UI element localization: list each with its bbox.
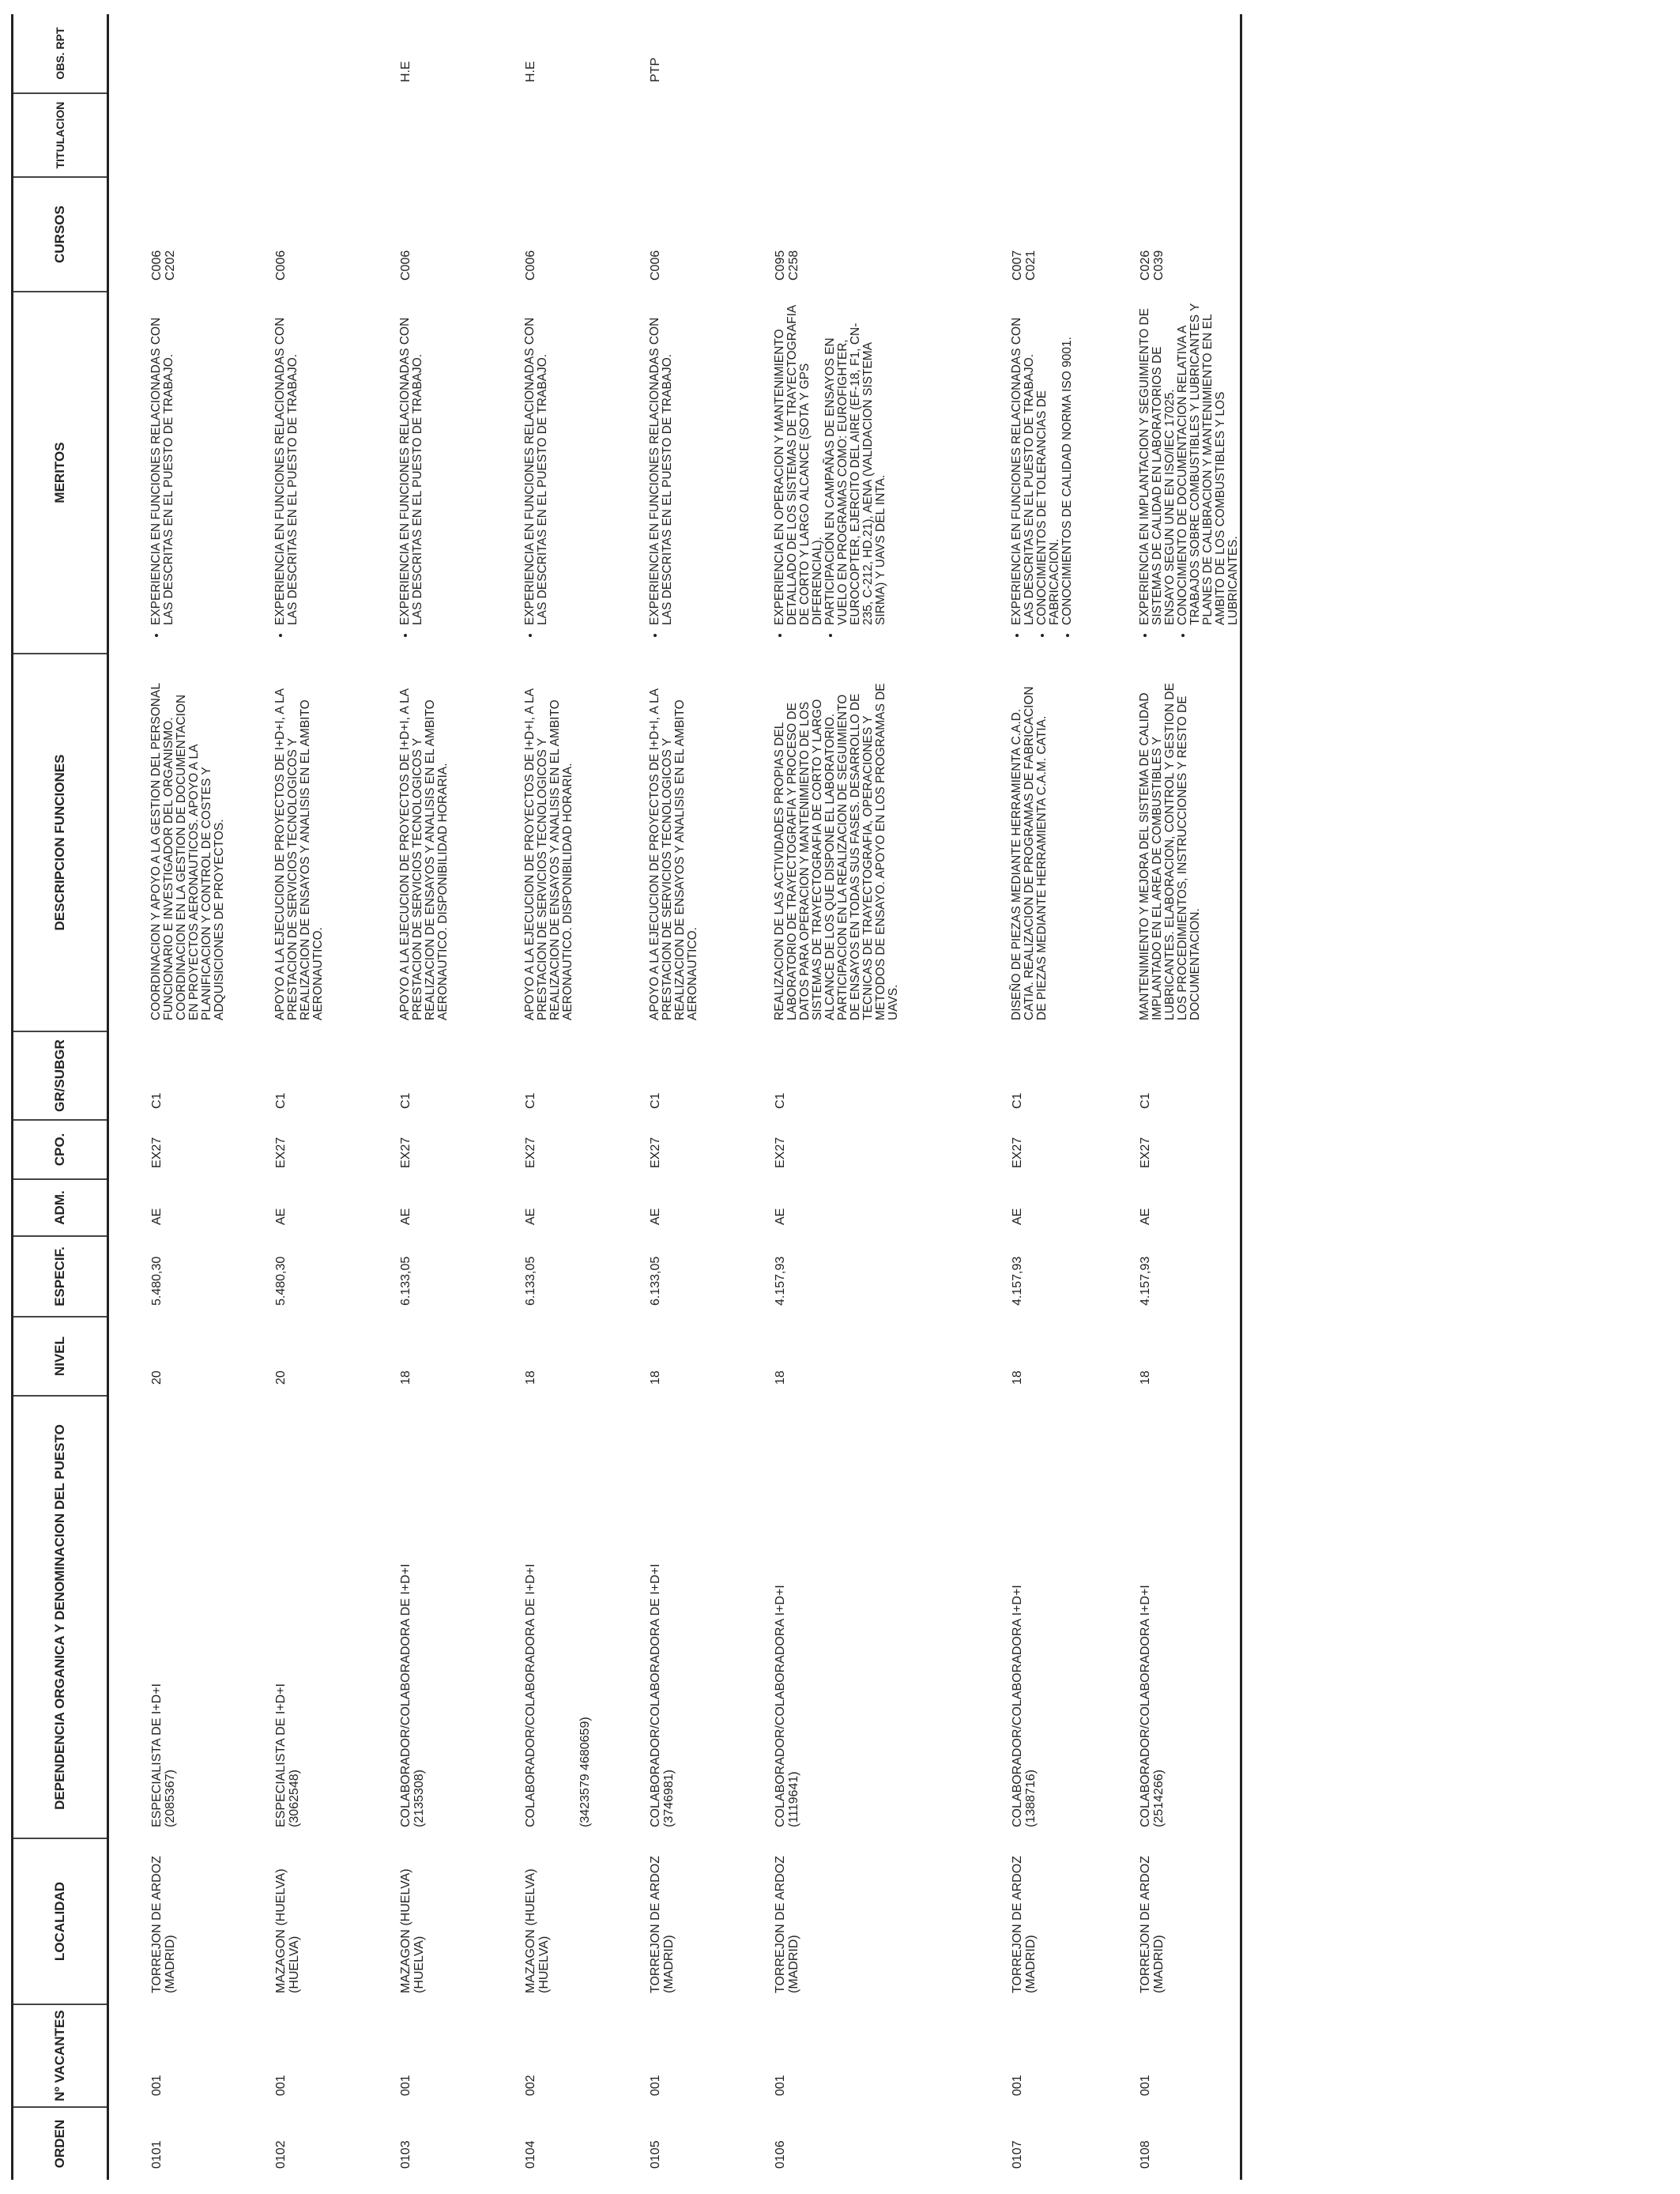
- cell-vacantes: 001: [150, 2075, 164, 2096]
- cell-especif: 4.157,93: [1010, 1256, 1024, 1306]
- cell-obs: [233, 14, 358, 93]
- cell-orden: 0102: [273, 2140, 288, 2169]
- puesto-title: COLABORADOR/COLABORADORA DE I+D+I: [648, 1563, 662, 1827]
- cell-cpo: EX27: [648, 1137, 662, 1168]
- cell-adm: AE: [150, 1208, 164, 1225]
- cell-localidad: MAZAGON (HUELVA) (HUELVA): [523, 1868, 551, 1993]
- cell-titulacion: [358, 93, 483, 177]
- cell-localidad: TORREJON DE ARDOZ (MADRID): [150, 1856, 177, 1993]
- curso-code: C026: [1138, 250, 1152, 281]
- cell-cursos: [733, 177, 970, 292]
- header-nivel: NIVEL: [13, 1317, 108, 1396]
- meritos-list: [150, 303, 175, 643]
- meritos-list: [1011, 303, 1074, 643]
- curso-code: C006: [648, 250, 662, 281]
- cell-especif: 4.157,93: [1098, 1236, 1241, 1317]
- cell-obs: [970, 14, 1098, 93]
- cell-cpo: EX27: [523, 1137, 537, 1168]
- cell-nivel: 18: [773, 1370, 787, 1385]
- curso-code: C006: [398, 250, 412, 281]
- cell-cursos: [1098, 177, 1241, 292]
- cell-titulacion: [608, 93, 733, 177]
- positions-table: [11, 14, 1242, 2180]
- puesto-code: (2514266): [1151, 1770, 1166, 1827]
- cell-localidad: TORREJON DE ARDOZ (MADRID): [1010, 1856, 1038, 1993]
- cell-especif: 5.480,30: [273, 1256, 288, 1306]
- cell-adm: AE: [398, 1208, 412, 1225]
- cell-orden: 0105: [648, 2140, 662, 2169]
- meritos-list: [274, 303, 299, 643]
- cell-orden: 0106: [773, 2140, 787, 2169]
- cell-especif: 6.133,05: [398, 1256, 412, 1306]
- header-meritos: MERITOS: [13, 292, 108, 654]
- header-titulacion: TITULACION: [13, 93, 108, 177]
- cell-meritos: [108, 292, 233, 654]
- curso-code: C202: [164, 250, 177, 281]
- header-vacantes: Nº VACANTES: [13, 2004, 108, 2107]
- table-row: [108, 14, 233, 2180]
- meritos-list: [524, 303, 549, 643]
- cell-cursos: [358, 177, 483, 292]
- cell-titulacion: [108, 93, 233, 177]
- cell-orden: 0104: [523, 2140, 537, 2169]
- header-cpo: CPO.: [13, 1120, 108, 1179]
- cell-descripcion: APOYO A LA EJECUCION DE PROYECTOS DE I+D+I, A LA PRESTACION DE SERVICIOS TECNOLOGICOS Y REALIZACION DE ENSAYOS Y ANALISIS EN EL AMBITO AERONAUTICO. DISPONIBILIDAD HORARIA.: [522, 688, 574, 1020]
- cell-adm: AE: [648, 1208, 662, 1225]
- cell-especif: 6.133,05: [523, 1256, 537, 1306]
- cell-cpo: EX27: [398, 1137, 412, 1168]
- curso-code: C006: [273, 250, 288, 281]
- table-row: [608, 14, 733, 2180]
- puesto-code: (3062548): [287, 1770, 301, 1827]
- cell-nivel: 20: [150, 1370, 164, 1385]
- cell-especif: 5.480,30: [150, 1256, 164, 1306]
- header-localidad: LOCALIDAD: [13, 1838, 108, 2004]
- header-dependencia: DEPENDENCIA ORGANICA Y DENOMINACION DEL PUESTO: [13, 1396, 108, 1838]
- cell-grupo: C1: [1098, 1031, 1241, 1120]
- cell-meritos: [1098, 292, 1241, 654]
- cell-cursos: [970, 177, 1098, 292]
- merito-item: • EXPERIENCIA EN FUNCIONES RELACIONADAS CON LAS DESCRITAS EN EL PUESTO DE TRABAJO.: [150, 303, 175, 625]
- cell-obs: PTP: [648, 57, 662, 82]
- puesto-title: ESPECIALISTA DE I+D+I: [273, 1683, 288, 1827]
- header-row: [13, 14, 108, 2180]
- meritos-list: [1139, 303, 1240, 643]
- cell-cpo: EX27: [773, 1137, 787, 1168]
- header-cursos: CURSOS: [13, 177, 108, 292]
- cell-cpo: EX27: [1010, 1137, 1024, 1168]
- cell-nivel: 18: [523, 1370, 537, 1385]
- merito-item: • EXPERIENCIA EN IMPLANTACION Y SEGUIMIENTO DE SISTEMAS DE CALIDAD EN LABORATORIOS DE ENSAYO SEGUN UNE EN ISO/IEC 17025.: [1139, 303, 1177, 625]
- cell-descripcion: APOYO A LA EJECUCION DE PROYECTOS DE I+D+I, A LA PRESTACION DE SERVICIOS TECNOLOGICOS Y REALIZACION DE ENSAYOS Y ANALISIS EN EL AMBITO AERONAUTICO.: [647, 688, 699, 1020]
- cell-adm: AE: [273, 1208, 288, 1225]
- merito-item: • EXPERIENCIA EN OPERACION Y MANTENIMIENTO DETALLADO DE LOS SISTEMAS DE TRAYECTOGRAFIA DE CORTO Y LARGO ALCANCE (SOTA Y GPS DIFERENCIAL).: [774, 303, 824, 625]
- cell-descripcion: REALIZACION DE LAS ACTIVIDADES PROPIAS DEL LABORATORIO DE TRAYECTOGRAFIA Y PROCESO DE DATOS PARA OPERACION Y MANTENIMIENTO DE LOS SISTEMAS DE TRAYECTOGRAFIA DE CORTO Y LARGO ALCANCE DE LOS QUE DISPONE EL LABORATORIO. PARTICIPACION EN LA REALIZACION DE SEGUIMIENTO DE ENSAYOS EN TODAS SUS FASES. DESARROLLO DE TECNICAS DE TRAYECTOGRAFIA, OPERACIONES Y METODOS DE ENSAYO. APOYO EN LOS PROGRAMAS DE UAVS.: [772, 683, 900, 1020]
- merito-item: • CONOCIMIENTOS DE TOLERANCIAS DE FABRICACION.: [1036, 303, 1061, 625]
- cell-titulacion: [1098, 93, 1241, 177]
- puesto-title: COLABORADOR/COLABORADORA I+D+I: [1010, 1585, 1024, 1827]
- cell-meritos: [483, 292, 608, 654]
- puesto-title: ESPECIALISTA DE I+D+I: [150, 1683, 164, 1827]
- cell-cursos: [608, 177, 733, 292]
- cell-grupo: C1: [773, 1092, 787, 1109]
- cell-meritos: [733, 292, 970, 654]
- table-row: [1098, 14, 1241, 2180]
- puesto-title: COLABORADOR/COLABORADORA I+D+I: [773, 1585, 787, 1827]
- curso-code: C021: [1023, 250, 1038, 281]
- cell-descripcion: MANTENIMIENTO Y MEJORA DEL SISTEMA DE CALIDAD IMPLANTADO EN EL AREA DE COMBUSTIBLES Y LUBRICANTES. ELABORACION, CONTROL Y GESTION DE LOS PROCEDIMIENTOS, INSTRUCCIONES Y RESTO DE DOCUMENTACION.: [1098, 654, 1241, 1031]
- curso-code: C007: [1010, 250, 1024, 281]
- cell-vacantes: 002: [523, 2075, 537, 2096]
- cell-grupo: C1: [648, 1092, 662, 1109]
- merito-item: • CONOCIMIENTO DE DOCUMENTACION RELATIVA A TRABAJOS SOBRE COMBUSTIBLES Y LUBRICANTES Y PLANES DE CALIBRACION Y MANTENIMIENTO EN EL AMBITO DE LOS COMBUSTIBLES Y LOS LUBRICANTES.: [1177, 303, 1240, 625]
- cell-grupo: C1: [523, 1092, 537, 1109]
- cell-orden: 0107: [1010, 2140, 1024, 2169]
- cell-adm: AE: [523, 1208, 537, 1225]
- meritos-list: [399, 303, 424, 643]
- cell-nivel: 18: [1010, 1370, 1024, 1385]
- table-row: [483, 14, 608, 2180]
- puesto-title: COLABORADOR/COLABORADORA DE I+D+I: [523, 1563, 537, 1827]
- cell-adm: AE: [1010, 1208, 1024, 1225]
- cell-dependencia: [108, 1396, 233, 1838]
- puesto-code: (3746981): [661, 1770, 676, 1827]
- cell-vacantes: 001: [773, 2075, 787, 2096]
- cell-cursos: [233, 177, 358, 292]
- cell-titulacion: [233, 93, 358, 177]
- cell-dependencia: [1098, 1396, 1241, 1838]
- cell-adm: AE: [773, 1208, 787, 1225]
- merito-item: • EXPERIENCIA EN FUNCIONES RELACIONADAS CON LAS DESCRITAS EN EL PUESTO DE TRABAJO.: [1011, 303, 1036, 625]
- cell-titulacion: [733, 93, 970, 177]
- cell-dependencia: [733, 1396, 970, 1838]
- cell-vacantes: 001: [1010, 2075, 1024, 2096]
- puesto-code: (1388716): [1023, 1770, 1038, 1827]
- cell-descripcion: COORDINACION Y APOYO A LA GESTION DEL PERSONAL FUNCIONARIO E INVESTIGADOR DEL ORGANISMO. COORDINACION EN LA GESTION DE DOCUMENTACION EN PROYECTOS AERONAUTICOS. APOYO A LA PLANIFICACION Y CONTROL DE COSTES Y ADQUISICIONES DE PROYECTOS.: [149, 683, 226, 1020]
- meritos-list: [774, 303, 887, 643]
- cell-cursos: [108, 177, 233, 292]
- header-grupo: GR/SUBGR: [13, 1031, 108, 1120]
- cell-dependencia: [970, 1396, 1098, 1838]
- cell-cpo: EX27: [1098, 1120, 1241, 1179]
- cell-orden: 0101: [150, 2140, 164, 2169]
- cell-descripcion: APOYO A LA EJECUCION DE PROYECTOS DE I+D+I, A LA PRESTACION DE SERVICIOS TECNOLOGICOS Y REALIZACION DE ENSAYOS Y ANALISIS EN EL AMBITO AERONAUTICO. DISPONIBILIDAD HORARIA.: [397, 688, 450, 1020]
- curso-code: C006: [150, 250, 164, 281]
- cell-obs: [108, 14, 233, 93]
- puesto-code: (2135308): [412, 1770, 426, 1827]
- cell-meritos: [970, 292, 1098, 654]
- cell-obs: H.E: [523, 61, 537, 82]
- cell-grupo: C1: [273, 1092, 288, 1109]
- cell-obs: H.E: [398, 61, 412, 82]
- cell-vacantes: 001: [273, 2075, 288, 2096]
- cell-nivel: 18: [1098, 1317, 1241, 1396]
- cell-grupo: C1: [398, 1092, 412, 1109]
- cell-grupo: C1: [1010, 1092, 1024, 1109]
- table-row: [358, 14, 483, 2180]
- curso-code: C039: [1151, 250, 1166, 281]
- header-obs: OBS. RPT: [13, 14, 108, 93]
- puesto-title: COLABORADOR/COLABORADORA I+D+I: [1138, 1585, 1152, 1827]
- curso-code: C258: [786, 250, 800, 281]
- merito-item: • EXPERIENCIA EN FUNCIONES RELACIONADAS CON LAS DESCRITAS EN EL PUESTO DE TRABAJO.: [524, 303, 549, 625]
- cell-localidad: TORREJON DE ARDOZ (MADRID): [648, 1856, 676, 1993]
- cell-orden: 0103: [398, 2140, 412, 2169]
- cell-obs: [733, 14, 970, 93]
- cell-obs: [1098, 14, 1241, 93]
- cell-localidad: TORREJON DE ARDOZ (MADRID): [773, 1856, 800, 1993]
- cell-especif: 6.133,05: [648, 1256, 662, 1306]
- cell-grupo: C1: [150, 1092, 164, 1109]
- table-row: [233, 14, 358, 2180]
- cell-nivel: 18: [648, 1370, 662, 1385]
- puesto-title: COLABORADOR/COLABORADORA DE I+D+I: [398, 1563, 412, 1827]
- cell-nivel: 20: [273, 1370, 288, 1385]
- cell-dependencia: [483, 1396, 608, 1838]
- cell-vacantes: 001: [648, 2075, 662, 2096]
- cell-dependencia: [358, 1396, 483, 1838]
- merito-item: • PARTICIPACION EN CAMPAÑAS DE ENSAYOS EN VUELO EN PROGRAMAS COMO: EUROFIGHTER, EUROCOPTER, EJERCITO DEL AIRE (EF-18, F1, CN-235, C-212, HD.21), AENA (VALIDACION SISTEMA SIRMA) Y UAVS DEL INTA.: [824, 303, 887, 625]
- cell-adm: AE: [1098, 1179, 1241, 1236]
- puesto-code: (1119641): [786, 1771, 800, 1827]
- header-orden: ORDEN: [13, 2107, 108, 2180]
- cell-vacantes: 001: [1098, 2004, 1241, 2107]
- cell-cursos: [483, 177, 608, 292]
- puesto-codes: (3423579 4680659): [578, 1717, 592, 1827]
- cell-nivel: 18: [398, 1370, 412, 1385]
- header-especif: ESPECIF.: [13, 1236, 108, 1317]
- cell-titulacion: [970, 93, 1098, 177]
- cell-vacantes: 001: [398, 2075, 412, 2096]
- cell-cpo: EX27: [150, 1137, 164, 1168]
- cell-titulacion: [483, 93, 608, 177]
- header-adm: ADM.: [13, 1179, 108, 1236]
- merito-item: • EXPERIENCIA EN FUNCIONES RELACIONADAS CON LAS DESCRITAS EN EL PUESTO DE TRABAJO.: [274, 303, 299, 625]
- cell-orden: 0108: [1098, 2107, 1241, 2180]
- cell-descripcion: DISEÑO DE PIEZAS MEDIANTE HERRAMIENTA C.A.D. CATIA. REALIZACION DE PROGRAMAS DE FABRICACION DE PIEZAS MEDIANTE HERRAMIENTA C.A.M. CATIA.: [1009, 686, 1049, 1020]
- header-descripcion: DESCRIPCION FUNCIONES: [13, 654, 108, 1031]
- spacer: [537, 1407, 578, 1827]
- merito-item: • EXPERIENCIA EN FUNCIONES RELACIONADAS CON LAS DESCRITAS EN EL PUESTO DE TRABAJO.: [649, 303, 674, 625]
- cell-localidad: MAZAGON (HUELVA) (HUELVA): [398, 1868, 426, 1993]
- merito-item: • EXPERIENCIA EN FUNCIONES RELACIONADAS CON LAS DESCRITAS EN EL PUESTO DE TRABAJO.: [399, 303, 424, 625]
- cell-localidad: MAZAGON (HUELVA) (HUELVA): [273, 1868, 301, 1993]
- meritos-list: [649, 303, 674, 643]
- cell-meritos: [358, 292, 483, 654]
- curso-code: C095: [773, 250, 787, 281]
- cell-meritos: [608, 292, 733, 654]
- cell-dependencia: [608, 1396, 733, 1838]
- merito-item: • CONOCIMIENTOS DE CALIDAD NORMA ISO 9001.: [1061, 303, 1074, 625]
- cell-descripcion: APOYO A LA EJECUCION DE PROYECTOS DE I+D+I, A LA PRESTACION DE SERVICIOS TECNOLOGICOS Y REALIZACION DE ENSAYOS Y ANALISIS EN EL AMBITO AERONAUTICO.: [273, 688, 325, 1020]
- cell-cpo: EX27: [273, 1137, 288, 1168]
- table-body: [108, 14, 1241, 2180]
- cell-meritos: [233, 292, 358, 654]
- cell-especif: 4.157,93: [773, 1256, 787, 1306]
- cell-localidad: TORREJON DE ARDOZ (MADRID): [1098, 1838, 1241, 2004]
- cell-dependencia: [233, 1396, 358, 1838]
- table-row: [970, 14, 1098, 2180]
- puesto-code: (2085367): [164, 1770, 177, 1827]
- table-row: [733, 14, 970, 2180]
- curso-code: C006: [523, 250, 537, 281]
